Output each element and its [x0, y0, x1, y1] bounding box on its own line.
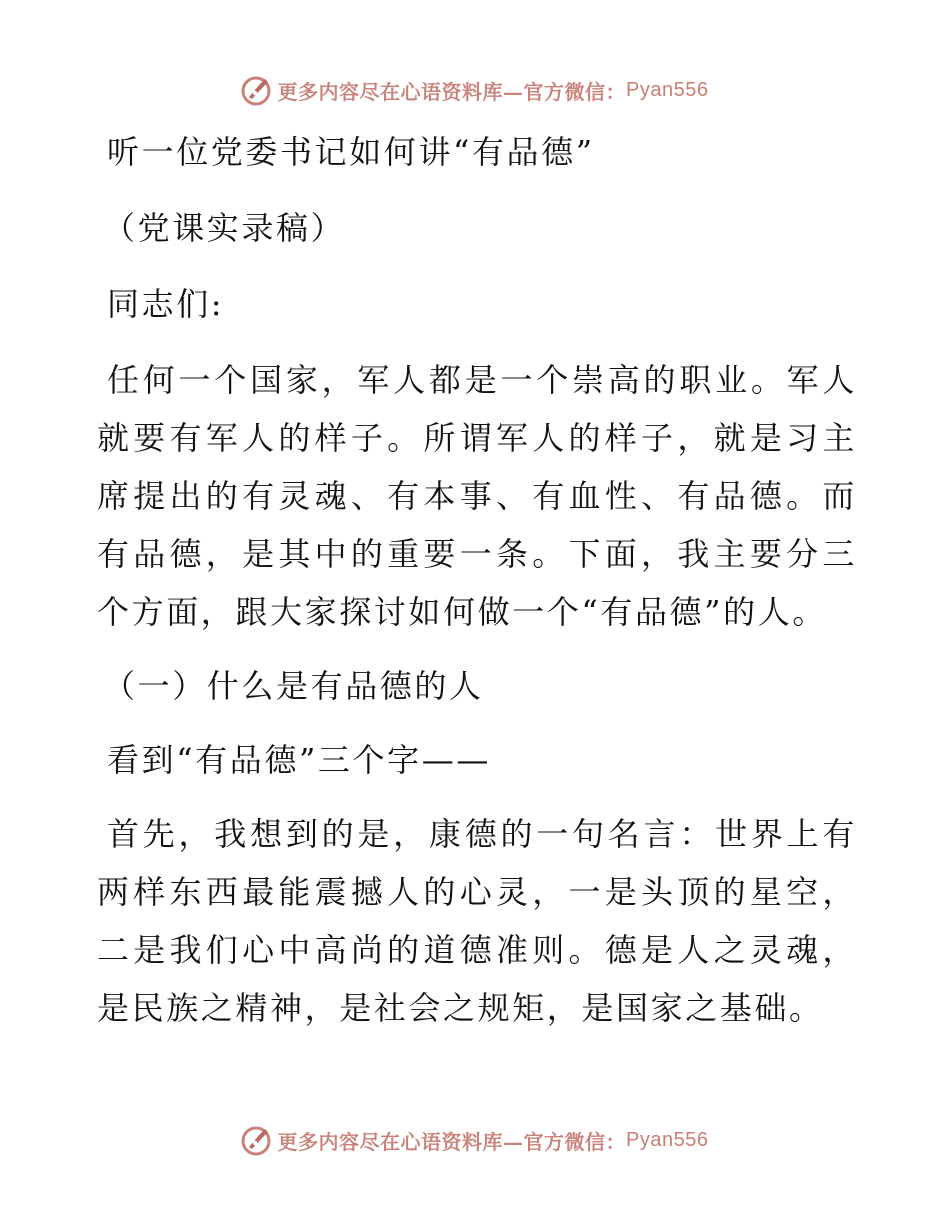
watermark-brand: Pyan556 — [626, 1128, 709, 1151]
body-paragraph-1: 任何一个国家，军人都是一个崇高的职业。军人就要有军人的样子。所谓军人的样子，就是习主席提出的有灵魂、有本事、有血性、有品德。而有品德，是其中的重要一条。下面，我主要分三个方面，跟大家探讨如何做一个“有品德”的人。 — [97, 361, 857, 631]
watermark-text: 更多内容尽在心语资料库—官方微信： — [277, 1129, 627, 1154]
watermark-brand: Pyan556 — [626, 78, 709, 101]
pen-nib-logo-icon — [240, 1123, 274, 1157]
body-paragraph-2: 首先，我想到的是，康德的一句名言：世界上有两样东西最能震撼人的心灵，一是头顶的星空，二是我们心中高尚的道德准则。德是人之灵魂，是民族之精神，是社会之规矩，是国家之基础。 — [97, 815, 857, 1027]
document-title: 听一位党委书记如何讲“有品德” — [107, 133, 595, 171]
header-watermark — [0, 70, 950, 110]
lead-in-line: 看到“有品德”三个字—— — [107, 741, 491, 779]
watermark-group — [240, 73, 709, 107]
watermark-group — [240, 1123, 709, 1157]
watermark-text: 更多内容尽在心语资料库—官方微信： — [277, 79, 627, 104]
section-heading-1: （一）什么是有品德的人 — [103, 667, 484, 705]
pen-nib-logo-icon — [240, 73, 274, 107]
document-subtitle: （党课实录稿） — [103, 209, 346, 247]
greeting: 同志们: — [107, 285, 225, 323]
footer-watermark — [0, 1120, 950, 1160]
document-body — [97, 123, 857, 1037]
